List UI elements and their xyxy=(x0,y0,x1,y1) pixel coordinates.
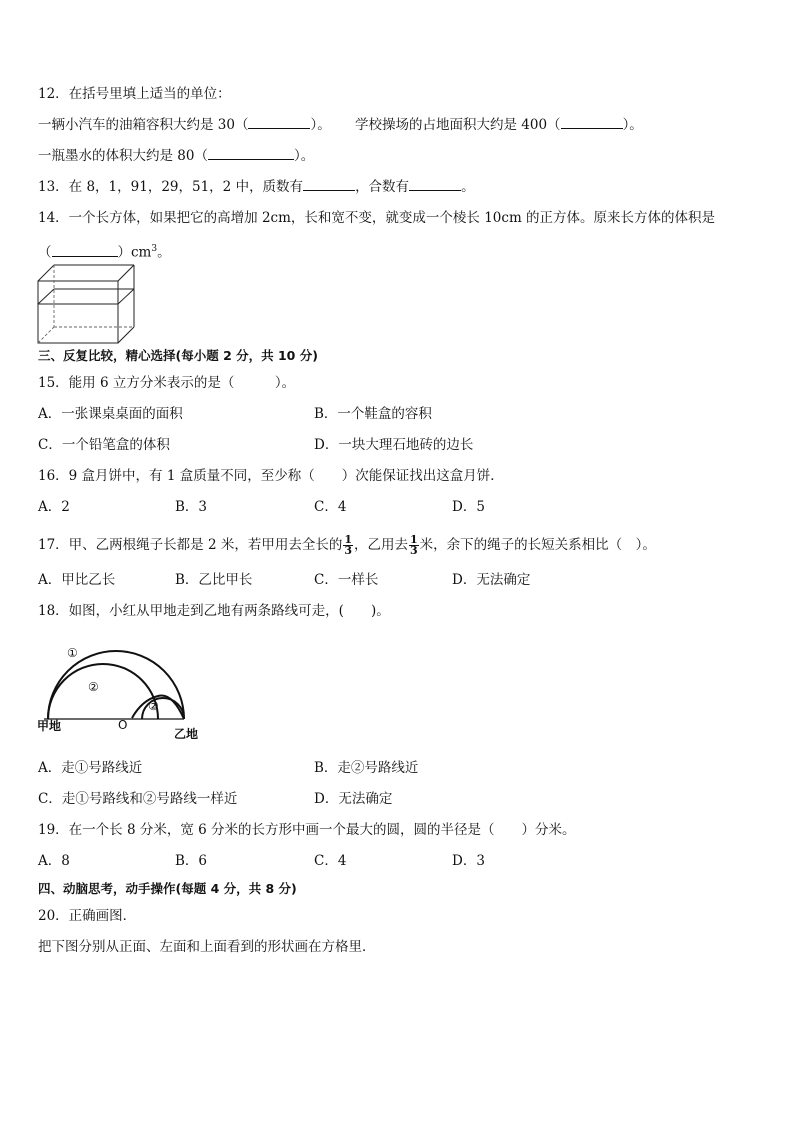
q17-option-b[interactable]: B．乙比甲长 xyxy=(175,572,253,588)
q13: 13．在 8，1，91，29，51，2 中，质数有 ，合数有 。 xyxy=(38,179,475,195)
q18-option-a[interactable]: A．走①号路线近 xyxy=(38,760,143,776)
route-2-label: ② xyxy=(88,680,99,694)
answer-blank[interactable] xyxy=(248,116,310,129)
q19-option-b[interactable]: B．6 xyxy=(175,853,208,869)
center-label: O xyxy=(118,718,128,732)
q18-option-c[interactable]: C．走①号路线和②号路线一样近 xyxy=(38,791,238,807)
q18-option-b[interactable]: B．走②号路线近 xyxy=(314,760,419,776)
q17-option-c[interactable]: C．一样长 xyxy=(314,572,379,588)
answer-blank[interactable] xyxy=(561,116,623,129)
answer-blank[interactable] xyxy=(52,244,118,257)
q12-line-a: 一辆小汽车的油箱容积大约是 30（ ）。 xyxy=(38,117,331,133)
q14-line2: （ ）$cm^3$。 xyxy=(38,244,171,261)
q19-option-c[interactable]: C．4 xyxy=(314,853,347,869)
q12-stem: 12．在括号里填上适当的单位： xyxy=(38,86,231,102)
q20-instruction: 把下图分别从正面、左面和上面看到的形状画在方格里． xyxy=(38,939,376,955)
answer-blank[interactable] xyxy=(303,178,355,191)
q15-option-d[interactable]: D．一块大理石地砖的边长 xyxy=(314,437,474,453)
route-figure xyxy=(34,640,214,746)
fraction-one-third: $\frac{1}{3}$ xyxy=(410,533,418,557)
q17-option-d[interactable]: D．无法确定 xyxy=(452,572,531,588)
q19-option-a[interactable]: A．8 xyxy=(38,853,70,869)
q16-option-a[interactable]: A．2 xyxy=(38,499,70,515)
section-4-heading: 四、动脑思考，动手操作(每题 4 分，共 8 分) xyxy=(38,881,297,896)
q16-option-d[interactable]: D．5 xyxy=(452,499,485,515)
q17-option-a[interactable]: A．甲比乙长 xyxy=(38,572,116,588)
q18-stem: 18．如图，小红从甲地走到乙地有两条路线可走，( )。 xyxy=(38,603,390,619)
q16-option-b[interactable]: B．3 xyxy=(175,499,208,515)
q14-line1: 14．一个长方体，如果把它的高增加 2cm，长和宽不变，就变成一个棱长 10cm 的正方体。原来长方体的体积是 xyxy=(38,210,716,226)
q12-line-b: 学校操场的占地面积大约是 400（ ）。 xyxy=(355,117,643,133)
q17-stem: 17．甲、乙两根绳子长都是 2 米，若甲用去全长的 $\frac{1}{3}$ ，乙用去 $\frac{1}{3}$ 米，余下的绳子的长短关系相比（ ）。 xyxy=(38,533,656,557)
section-3-heading: 三、反复比较，精心选择(每小题 2 分，共 10 分) xyxy=(38,348,318,363)
q16-option-c[interactable]: C．4 xyxy=(314,499,347,515)
answer-blank[interactable] xyxy=(409,178,461,191)
q19-stem: 19．在一个长 8 分米，宽 6 分米的长方形中画一个最大的圆，圆的半径是（ ）分米。 xyxy=(38,822,576,838)
answer-blank[interactable] xyxy=(208,147,294,160)
start-label: 甲地 xyxy=(37,719,62,733)
q15-stem: 15．能用 6 立方分米表示的是（ ）。 xyxy=(38,375,296,391)
end-label: 乙地 xyxy=(174,727,199,741)
q15-option-c[interactable]: C．一个铅笔盒的体积 xyxy=(38,437,170,453)
route-1-label: ① xyxy=(67,646,78,660)
q15-option-b[interactable]: B．一个鞋盒的容积 xyxy=(314,406,432,422)
q16-stem: 16．9 盒月饼中，有 1 盒质量不同，至少称（ ）次能保证找出这盒月饼． xyxy=(38,468,504,484)
q18-option-d[interactable]: D．无法确定 xyxy=(314,791,393,807)
q20-stem: 20．正确画图． xyxy=(38,908,137,924)
q19-option-d[interactable]: D．3 xyxy=(452,853,485,869)
cube-figure xyxy=(36,262,140,346)
q15-option-a[interactable]: A．一张课桌桌面的面积 xyxy=(38,406,183,422)
fraction-one-third: $\frac{1}{3}$ xyxy=(344,533,353,557)
route-2-small-label: ② xyxy=(148,699,159,713)
q12-line-c: 一瓶墨水的体积大约是 80（ ）。 xyxy=(38,148,315,164)
